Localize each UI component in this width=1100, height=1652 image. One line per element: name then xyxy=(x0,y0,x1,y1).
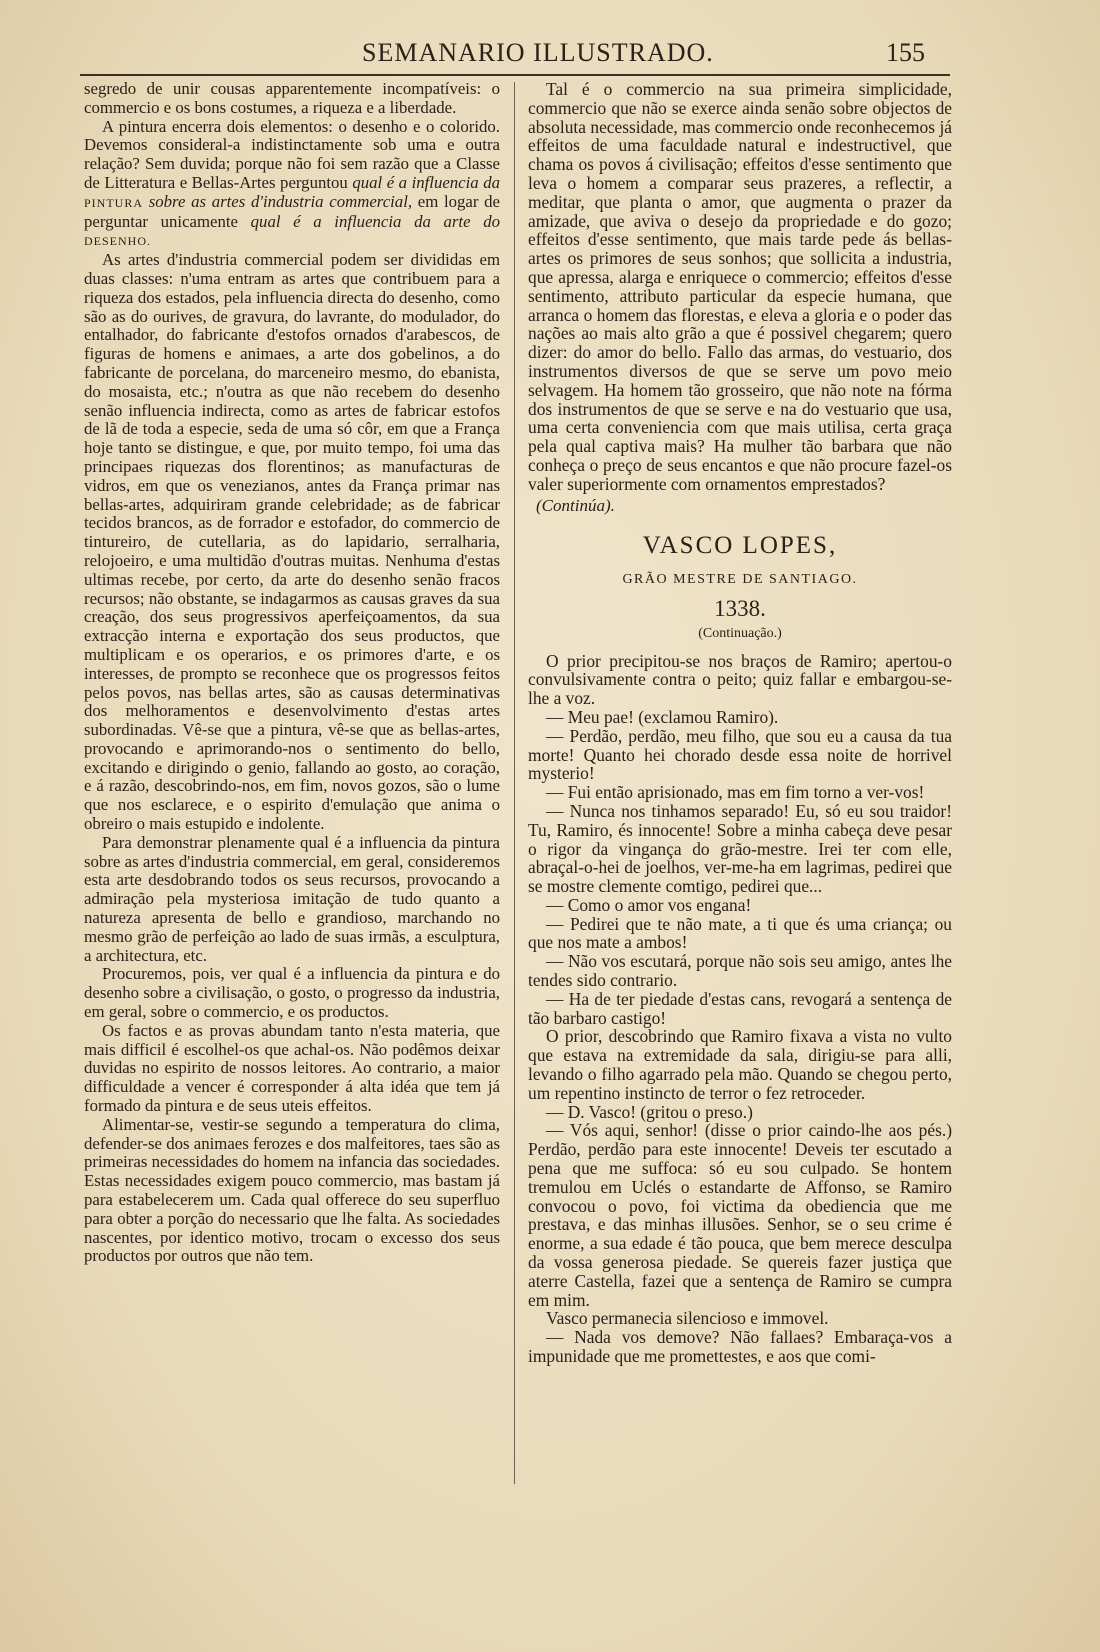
story-paragraph: — Fui então aprisionado, mas em fim torno a ver-vos! xyxy=(546,782,925,803)
story-year: 1338. xyxy=(714,595,766,621)
paragraph: Alimentar-se, vestir-se segundo a temperatura do clima, defender-se dos animaes ferozes e dos malfeitores, taes são as primeiras necessidades do homem na infancia das sociedades. Estas necessidades exigem pouco commercio, mas bastam já para estabelecerem um. Cada qual offerece do seu superfluo para obter a porção do necessario que lhe falta. As sociedades nascentes, por identico motivo, trocam o excesso dos seus productos por outros que não tem. xyxy=(84,1114,500,1266)
running-title: SEMANARIO ILLUSTRADO. xyxy=(362,38,714,67)
story-paragraph: — Nunca nos tinhamos separado! Eu, só eu sou traidor! Tu, Ramiro, és innocente! Sobre a minha cabeça deve pesar o rigor da vingança do grão-mestre. Irei ter com elle, abraçal-o-hei de joelhos, ver-me-ha em lagrimas, pedirei que se mostre clemente comtigo, pedirei que... xyxy=(528,800,952,897)
column-divider xyxy=(514,82,515,1484)
header-rule xyxy=(80,74,950,76)
story-paragraph: — Como o amor vos engana! xyxy=(546,894,752,915)
story-paragraph: — D. Vasco! (gritou o preso.) xyxy=(546,1101,753,1122)
left-column xyxy=(84,80,500,1266)
paragraph: Procuremos, pois, ver qual é a influencia da pintura e do desenho sobre a civilisação, o gosto, o progresso da industria, em geral, sobre o commercio, e os productos. xyxy=(84,964,500,1022)
continua-note: (Continúa). xyxy=(536,495,615,515)
story-paragraph: — Não vos escutará, porque não sois seu amigo, antes lhe tendes sido contrario. xyxy=(528,951,952,991)
story-paragraph: — Perdão, perdão, meu filho, que sou eu a causa da tua morte! Quanto hei chorado desde essa noite de horrivel mysterio! xyxy=(528,725,952,784)
story-subtitle: GRÃO MESTRE DE SANTIAGO. xyxy=(622,571,858,587)
paragraph: segredo de unir cousas apparentemente incompatíveis: o commercio e os bons costumes, a riqueza e a liberdade. xyxy=(84,79,500,117)
story-paragraph: O prior precipitou-se nos braços de Ramiro; apertou-o convulsivamente contra o peito; quiz fallar e embargou-se-lhe a voz. xyxy=(528,650,952,709)
right-column xyxy=(528,80,952,1366)
italic-phrase: qual é a influencia da arte do xyxy=(250,211,500,231)
smallcaps-word: DESENHO. xyxy=(84,234,151,249)
story-title: VASCO LOPES, xyxy=(642,531,838,559)
continuation-note: (Continuação.) xyxy=(698,625,782,641)
story-paragraph: Vasco permanecia silencioso e immovel. xyxy=(546,1308,829,1329)
paragraph-text: em logar de perguntar unicamente xyxy=(84,191,500,231)
paragraph-text: A pintura encerra dois elementos: o desenho e o colorido. Devemos consideral-a indistinctamente sob uma e outra relação? Sem duvida; porque não foi sem razão que a Classe de Litteratura e Bellas-Artes perguntou xyxy=(84,116,500,192)
smallcaps-word: PINTURA xyxy=(84,195,144,210)
story-paragraph: — Ha de ter piedade d'estas cans, revogará a sentença de tão barbaro castigo! xyxy=(528,988,952,1028)
story-paragraph: — Meu pae! (exclamou Ramiro). xyxy=(546,706,779,727)
story-paragraph: — Pedirei que te não mate, a ti que és uma criança; ou que nos mate a ambos! xyxy=(528,913,952,953)
italic-phrase: sobre as artes d'industria commercial, xyxy=(148,191,413,211)
italic-phrase: qual é a influencia da xyxy=(352,172,500,192)
story-paragraph: — Vós aqui, senhor! (disse o prior caindo-lhe aos pés.) Perdão, perdão para este innocente! Deveis ter escutado a pena que me suffoca: só eu sou culpado. Se hontem tremulou em Uclés o estandarte de Affonso, se Ramiro convocou o povo, foi victima da obediencia que me prestava, e das minhas illusões. Senhor, se o seu crime é enorme, a sua edade é tão pouca, que bem merece desculpa da vossa generosa piedade. Se quereis fazer justiça que aterre Castella, fazei que a sentença de Ramiro se cumpra em mim. xyxy=(528,1120,952,1310)
page-header xyxy=(0,34,1100,74)
paragraph: Para demonstrar plenamente qual é a influencia da pintura sobre as artes d'industria commercial, em geral, consideremos esta arte desdobrando todos os seus recursos, provocando a admiração pela mysteriosa imitação de tudo quanto a natureza apresenta de bello e grandioso, marchando no mesmo grão de perfeição ao lado de suas irmãs, a esculptura, a architectura, etc. xyxy=(84,832,500,965)
paragraph: Tal é o commercio na sua primeira simplicidade, commercio que não se exerce ainda senão sobre objectos de absoluta necessidade, mas commercio onde reconhecemos já effeitos de uma faculdade natural e indestructivel, que chama os povos á civilisação; effeitos d'esse sentimento que leva o homem a comparar seus prazeres, a reflectir, a meditar, que planta o amor, que augmenta o prazer da amizade, que aviva o desejo da propriedade e do gozo; effeitos d'esse sentimento, que mais tarde pede ás bellas-artes os primores de seus sonhos; que sollicita a industria, que apressa, alarga e enriquece o commercio; effeitos d'esse sentimento, attributo particular da especie humana, que arranca o homem das florestas, e eleva a gloria e o poder das nações ao mais alto grão a que é possivel chegarem; quero dizer: do amor do bello. Fallo das armas, do vestuario, dos instrumentos diversos de que se serve um povo meio selvagem. Ha homem tão grosseiro, que não note na fórma dos instrumentos de que se serve e na do vestuario que usa, uma certa conveniencia com que mais utilisa, certa graça pela qual captiva mais? Ha mulher tão barbara que não conheça o preço de seus encantos e que não procure fazel-os valer superiormente com ornamentos emprestados? xyxy=(528,79,952,494)
paragraph xyxy=(84,118,500,252)
story-paragraph: O prior, descobrindo que Ramiro fixava a vista no vulto que estava na extremidade da sala, dirigiu-se para alli, levando o filho agarrado pela mão. Quando se chegou perto, um repentino instincto de terror o fez retroceder. xyxy=(528,1026,952,1103)
story-paragraph: — Nada vos demove? Não fallaes? Embaraça-vos a impunidade que me promettestes, e aos que comi- xyxy=(528,1327,952,1367)
page-number: 155 xyxy=(886,38,925,67)
paragraph: Os factos e as provas abundam tanto n'esta materia, que mais difficil é escolhel-os que achal-os. Não podêmos deixar duvidas no espirito de nossos leitores. Ao contrario, a maior difficuldade a vencer é corresponder á alta idéa que tem já formado da pintura e de seus uteis effeitos. xyxy=(84,1020,500,1116)
paragraph: As artes d'industria commercial podem ser divididas em duas classes: n'uma entram as artes que contribuem para a riqueza dos estados, pela influencia directa do desenho, como são as do ourives, de gravura, do lavrante, do modulador, do entalhador, do fabricante d'estofos ornados d'arabescos, de figuras de homens e animaes, a arte dos gobelinos, a do fabricante de porcelana, do marceneiro mesmo, do ebanista, do mosaista, etc.; n'outra as que não recebem do desenho senão influencia indirecta, como as artes de fabricar estofos de lã de toda a especie, seda de uma só côr, em que a França hoje tanto se distingue, e que, por muito tempo, foi uma das principaes riquezas dos florentinos; as manufacturas de vidros, em que os venezianos, antes da França primar nas bellas-artes, adquiriram grande celebridade; as de fabricar tecidos brancos, as de forrador e estofador, do commercio de tintureiro, de cutellaria, as do lapidario, serralharia, relojoeiro, e uma multidão d'outras muitas. Nenhuma d'estas ultimas recebe, por certo, da arte do desenho senão fracos recursos; não obstante, se indagarmos as causas graves da sua creação, dos seus progressivos aperfeiçoamentos, da sua extracção interna e exportação dos seus productos, que multiplicam e os operarios, e os primores d'arte, e os interesses, de prompto se reconhece que os progressos feitos pelos povos, nas bellas artes, são as causas determinativas dos melhoramentos e desenvolvimento d'estas artes subordinadas. Vê-se que a pintura, vê-se que as bellas-artes, provocando e aprimorando-nos o sentimento do bello, excitando e dirigindo o genio, fallando ao gosto, ao coração, e á razão, descobrindo-nos, em fim, novos gozos, são o lume que nos esclarece, e o espirito d'emulação que anima o obreiro o mais estupido e indolente. xyxy=(84,250,500,834)
